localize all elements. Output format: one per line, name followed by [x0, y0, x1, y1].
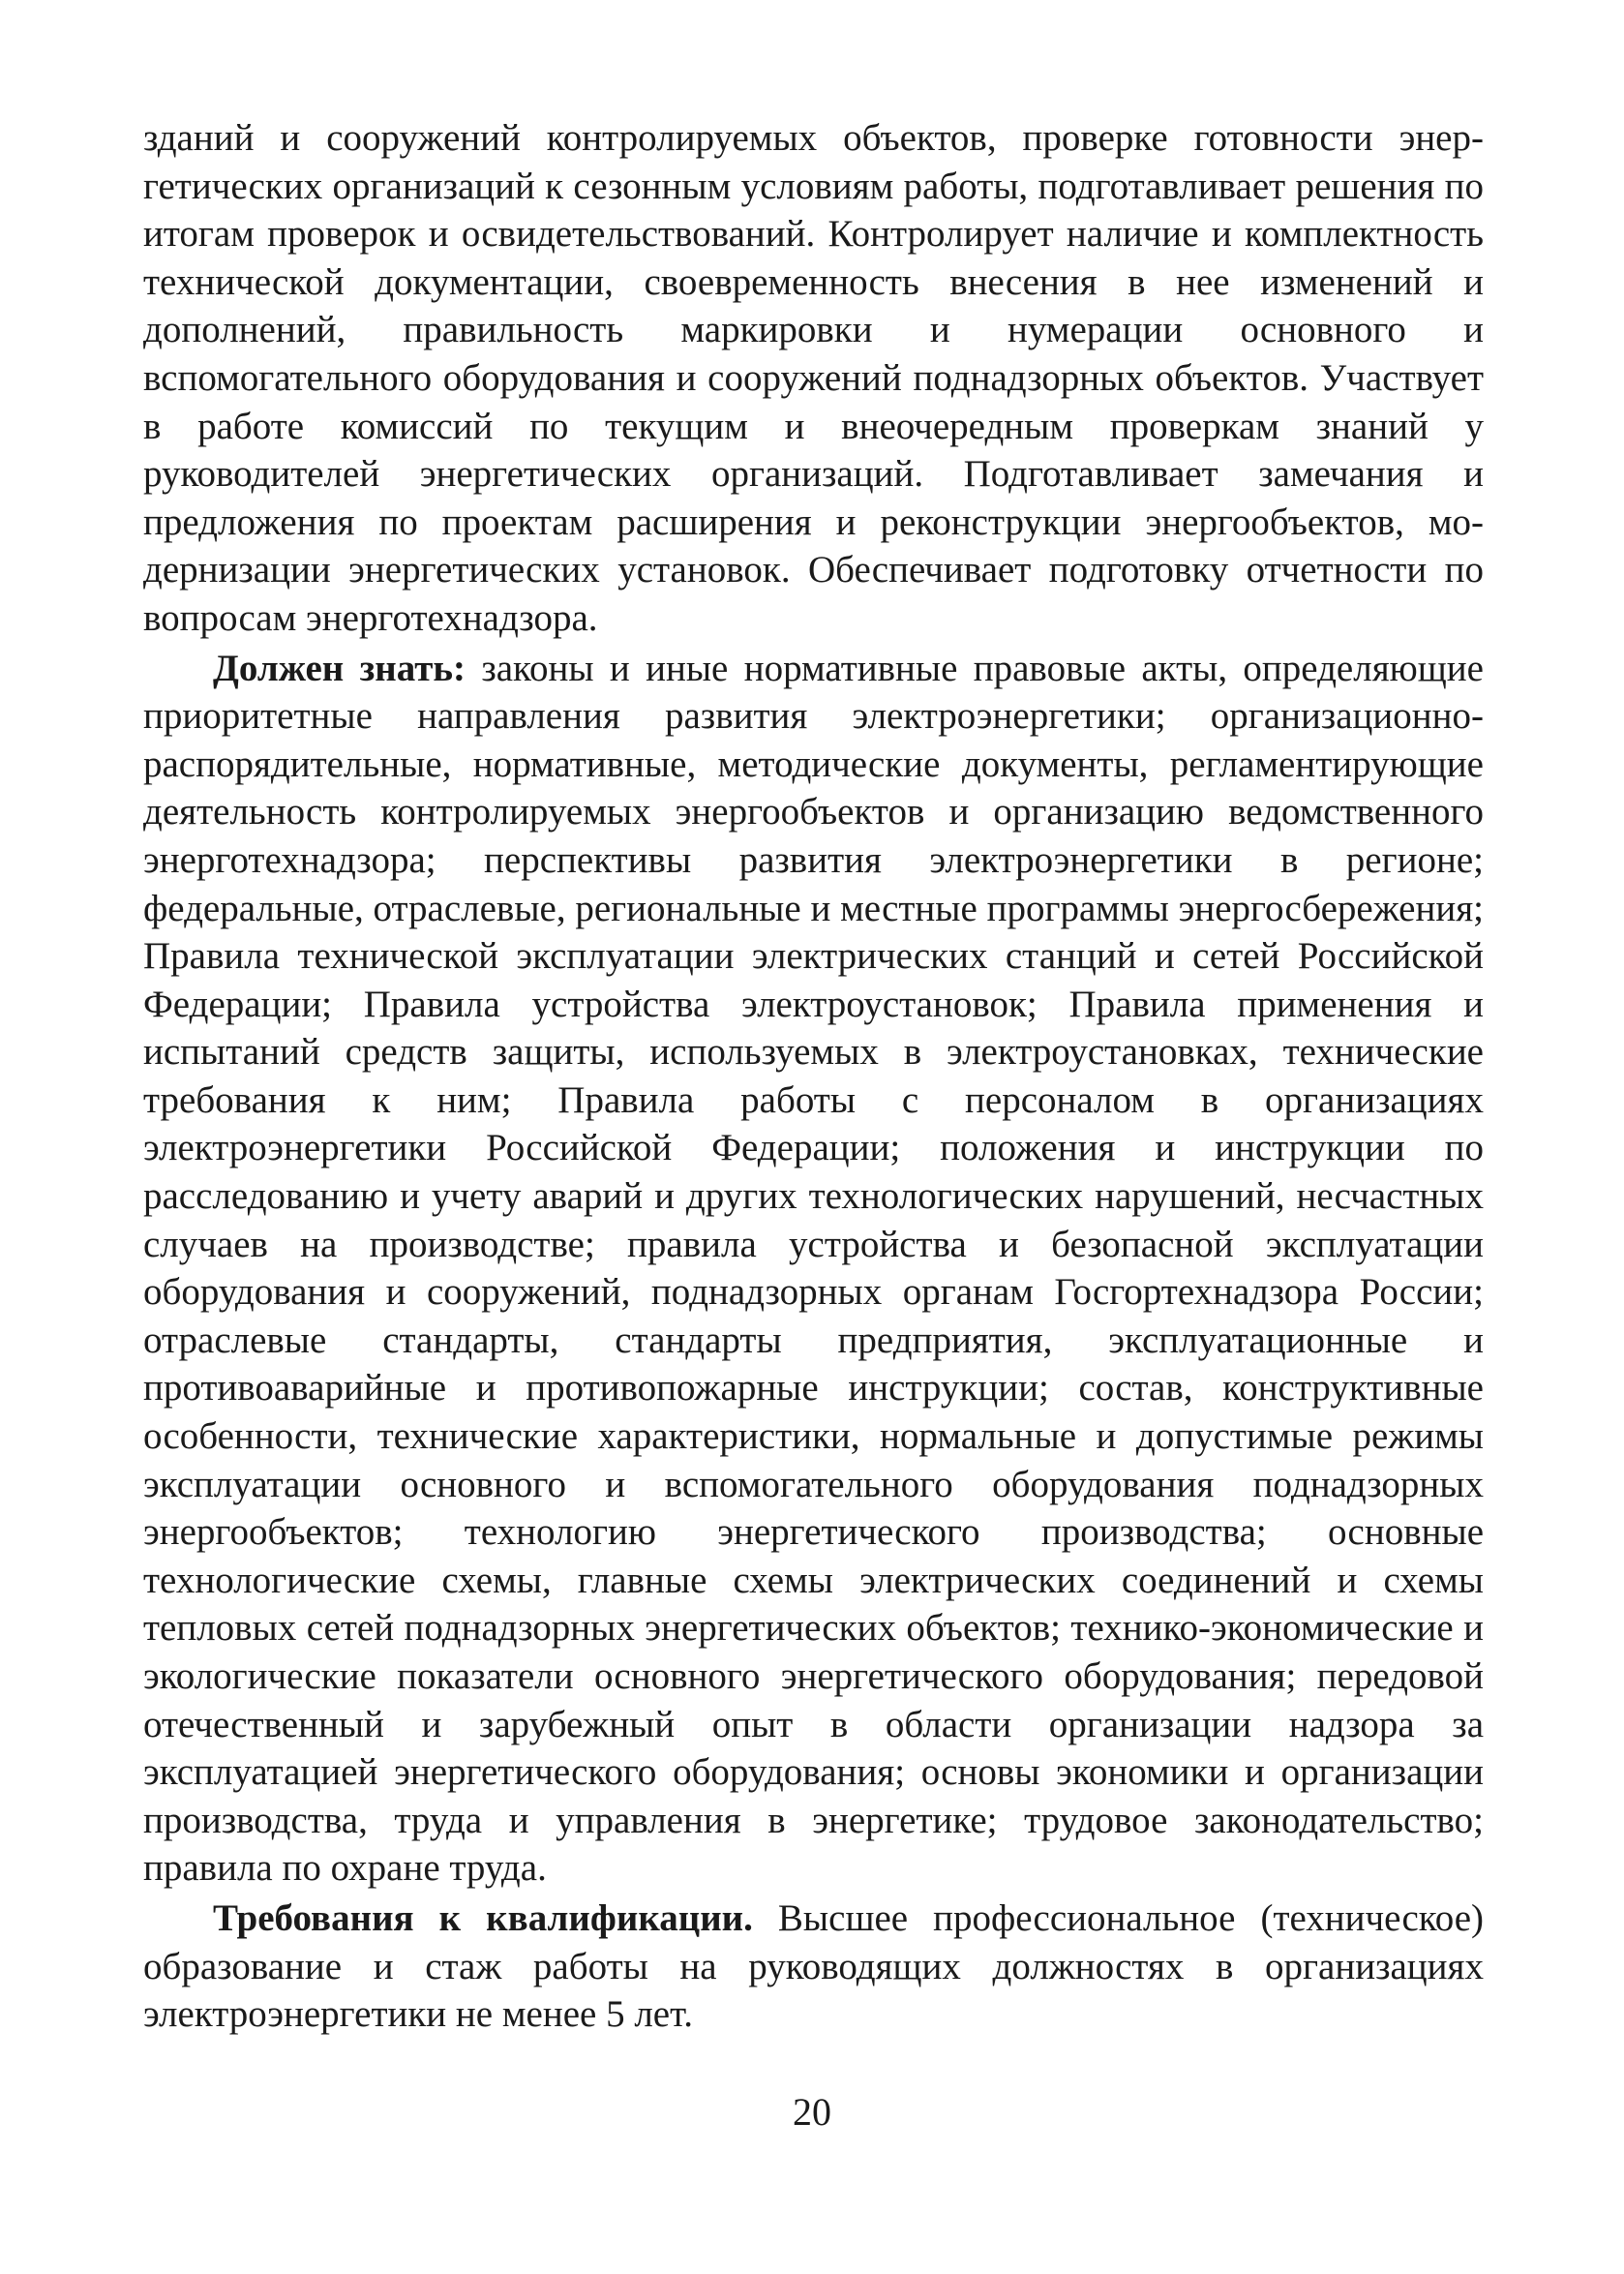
paragraph-duties-continuation — [143, 114, 1484, 643]
paragraph-text: законы и иные нормативные правовые акты, определяющие приоритетные направления развития электроэнергетики; организационно-распорядительные, нормативные, методические документы, регламентирующие деятельность контролируемых энергообъектов и организацию ведомственного энерготехнадзора; перспективы развития электроэнергетики в регионе; федеральные, отраслевые, региональные и местные программы энергосбережения; Правила технической эксплуатации электрических станций и сетей Российской Федерации; Правила устройства электроустановок; Правила применения и испытаний средств защиты, используемых в электроустановках, технические требования к ним; Правила работы с персоналом в организациях электроэнергетики Российской Федерации; положения и инструкции по расследованию и учету аварий и других технологических нарушений, несчастных случаев на производстве; правила устройства и безопасной эксплуатации оборудования и сооружений, поднадзорных органам Госгортехнадзора России; отраслевые стандарты, стандарты предприятия, эксплуатационные и противоаварийные и противопожарные инструкции; состав, конструктивные особенности, технические характеристики, нормальные и допустимые режимы эксплуатации основного и вспомогательного оборудования поднадзорных энергообъектов; технологию энергетического производства; основные технологические схемы, главные схемы электрических соединений и схемы тепловых сетей поднадзорных энергетических объектов; технико-экономические и экологические показатели основного энергетического оборудования; передовой отечественный и зарубежный опыт в области организации надзора за эксплуатацией энергетического оборудования; основы экономики и организации производства, труда и управления в энергетике; трудовое законодательство; правила по охране труда. — [143, 647, 1484, 1890]
document-page — [143, 114, 1484, 2039]
page-number: 20 — [793, 2090, 831, 2134]
paragraph-lead-must-know: Должен знать: — [213, 647, 466, 689]
paragraph-must-know — [143, 645, 1484, 1893]
paragraph-lead-qualification: Требования к квалификации. — [213, 1896, 753, 1939]
paragraph-text: зданий и сооружений контролируемых объектов, проверке готовности энергетических организаций к сезонным условиям работы, подготавливает решения по итогам проверок и освидетельствований. Контролирует наличие и комплектность технической документации, своевременность внесения в нее изменений и дополнений, правильность маркировки и нумерации основного и вспомогательного оборудования и сооружений поднадзорных объектов. Участвует в работе комиссий по текущим и внеочередным проверкам знаний у руководителей энергетических организаций. Подготавливает замечания и предложения по проектам расширения и реконструкции энергообъектов, модернизации энергетических установок. Обеспечивает подготовку отчетности по вопросам энерготехнадзора. — [143, 117, 1484, 639]
paragraph-qualification — [143, 1895, 1484, 2039]
paragraph-text: Высшее профессиональное (техническое) образование и стаж работы на руководящих должностях в организациях электроэнергетики не менее 5 лет. — [143, 1896, 1484, 2036]
